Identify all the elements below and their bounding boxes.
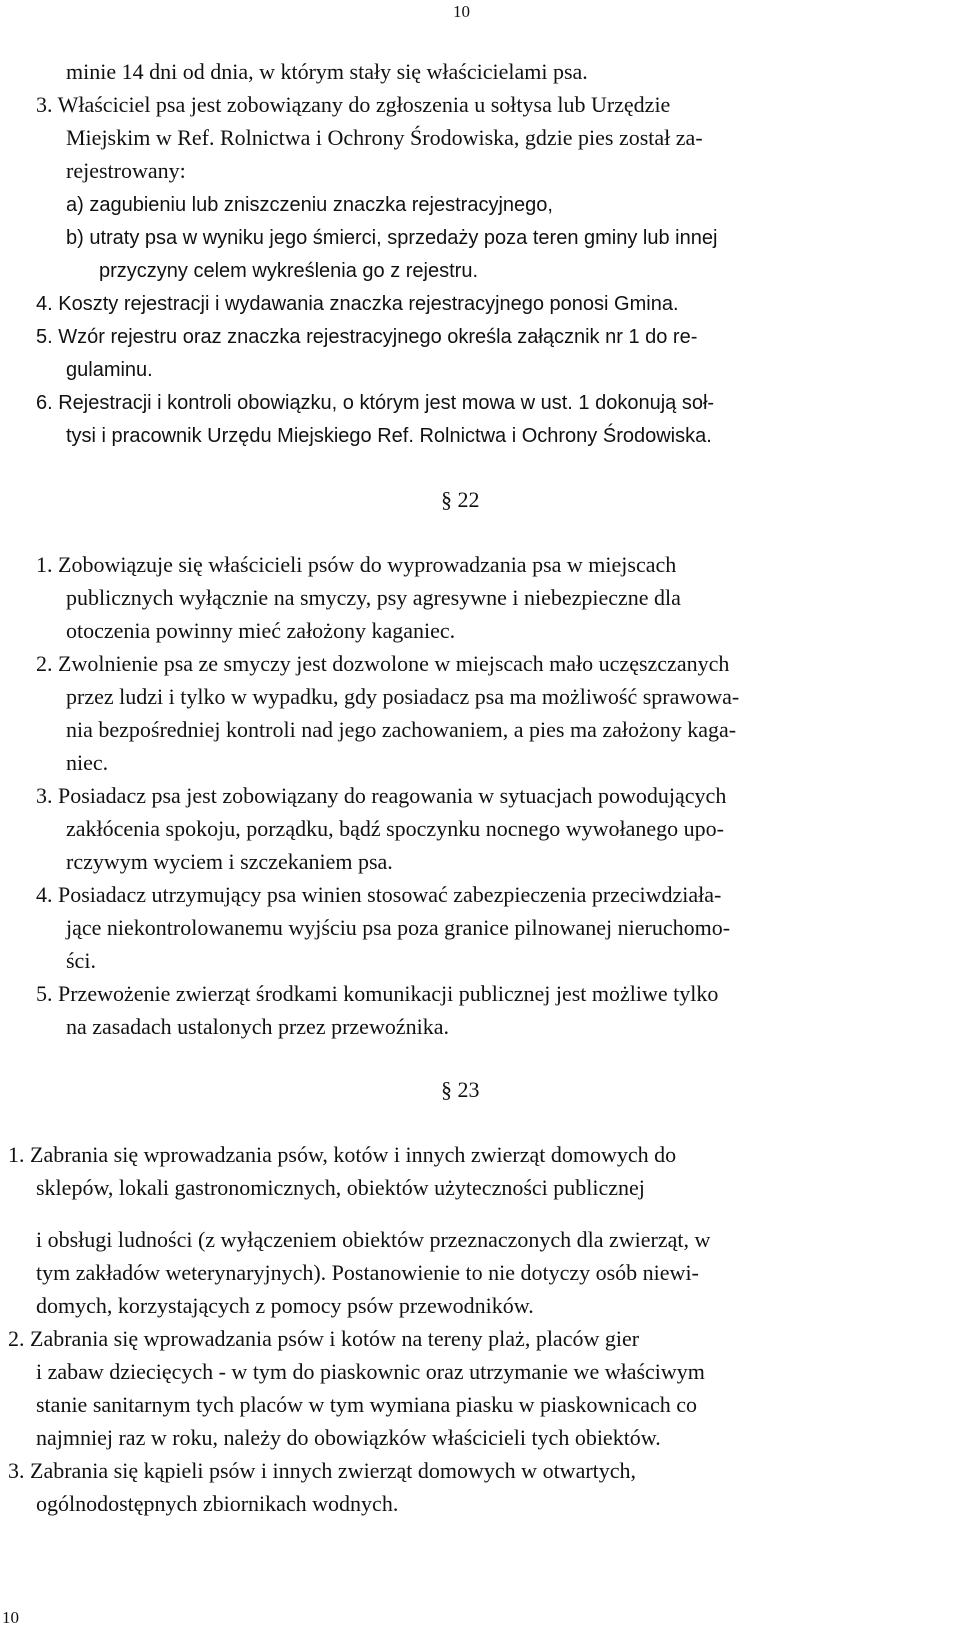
text-line: jące niekontrolowanemu wyjściu psa poza granice pilnowanej nieruchomo- — [66, 915, 731, 940]
text-line: 2. Zwolnienie psa ze smyczy jest dozwolone w miejscach mało uczęszczanych — [36, 651, 730, 676]
text-line: rczywym wyciem i szczekaniem psa. — [66, 849, 393, 874]
text-line: sklepów, lokali gastronomicznych, obiektów użyteczności publicznej — [36, 1175, 645, 1200]
text-line: i zabaw dziecięcych - w tym do piaskownic oraz utrzymanie we właściwym — [36, 1359, 705, 1384]
text-line: otoczenia powinny mieć założony kaganiec. — [66, 618, 456, 643]
section-heading-23: § 23 — [441, 1077, 480, 1102]
text-line: na zasadach ustalonych przez przewoźnika. — [66, 1014, 449, 1039]
section-heading-22: § 22 — [441, 487, 480, 512]
text-line: najmniej raz w roku, należy do obowiązków właścicieli tych obiektów. — [36, 1425, 661, 1450]
text-line: niec. — [66, 750, 109, 775]
text-line: 1. Zabrania się wprowadzania psów, kotów i innych zwierząt domowych do — [8, 1142, 677, 1167]
text-line: przez ludzi i tylko w wypadku, gdy posiadacz psa ma możliwość sprawowa- — [66, 684, 740, 709]
text-line: tysi i pracownik Urzędu Miejskiego Ref. Rolnictwa i Ochrony Środowiska. — [66, 425, 712, 447]
text-line: przyczyny celem wykreślenia go z rejestru. — [99, 260, 479, 282]
text-line: gulaminu. — [66, 359, 153, 381]
text-line: 4. Koszty rejestracji i wydawania znaczka rejestracyjnego ponosi Gmina. — [36, 293, 679, 315]
text-line: a) zagubieniu lub zniszczeniu znaczka rejestracyjnego, — [66, 194, 553, 216]
text-line: publicznych wyłącznie na smyczy, psy agresywne i niebezpieczne dla — [66, 585, 681, 610]
text-line: minie 14 dni od dnia, w którym stały się właścicielami psa. — [66, 59, 588, 84]
text-line: 4. Posiadacz utrzymujący psa winien stosować zabezpieczenia przeciwdziała- — [36, 882, 722, 907]
text-line: nia bezpośredniej kontroli nad jego zachowaniem, a pies ma założony kaga- — [66, 717, 737, 742]
text-line: 3. Właściciel psa jest zobowiązany do zgłoszenia u sołtysa lub Urzędzie — [36, 92, 671, 117]
text-line: 6. Rejestracji i kontroli obowiązku, o którym jest mowa w ust. 1 dokonują soł- — [36, 392, 715, 414]
text-line: 2. Zabrania się wprowadzania psów i kotów na tereny plaż, placów gier — [8, 1326, 640, 1351]
text-line: rejestrowany: — [66, 158, 186, 183]
text-line: tym zakładów weterynaryjnych). Postanowienie to nie dotyczy osób niewi- — [36, 1260, 699, 1285]
text-line: ści. — [66, 948, 96, 973]
text-line: ogólnodostępnych zbiornikach wodnych. — [36, 1491, 399, 1516]
text-line: domych, korzystających z pomocy psów przewodników. — [36, 1293, 534, 1318]
text-line: 3. Zabrania się kąpieli psów i innych zwierząt domowych w otwartych, — [8, 1458, 637, 1483]
text-line: b) utraty psa w wyniku jego śmierci, sprzedaży poza teren gminy lub innej — [66, 227, 718, 249]
text-line: Miejskim w Ref. Rolnictwa i Ochrony Środowiska, gdzie pies został za- — [66, 125, 703, 150]
page-number-top: 10 — [453, 2, 470, 21]
text-line: 3. Posiadacz psa jest zobowiązany do reagowania w sytuacjach powodujących — [36, 783, 727, 808]
page-number-bottom: 10 — [2, 1608, 19, 1627]
text-line: 5. Przewożenie zwierząt środkami komunikacji publicznej jest możliwe tylko — [36, 981, 719, 1006]
text-line: i obsługi ludności (z wyłączeniem obiektów przeznaczonych dla zwierząt, w — [36, 1227, 711, 1252]
text-line: 5. Wzór rejestru oraz znaczka rejestracyjnego określa załącznik nr 1 do re- — [36, 326, 698, 348]
text-line: zakłócenia spokoju, porządku, bądź spoczynku nocnego wywołanego upo- — [66, 816, 724, 841]
text-line: 1. Zobowiązuje się właścicieli psów do wyprowadzania psa w miejscach — [36, 552, 677, 577]
text-line: stanie sanitarnym tych placów w tym wymiana piasku w piaskownicach co — [36, 1392, 698, 1417]
